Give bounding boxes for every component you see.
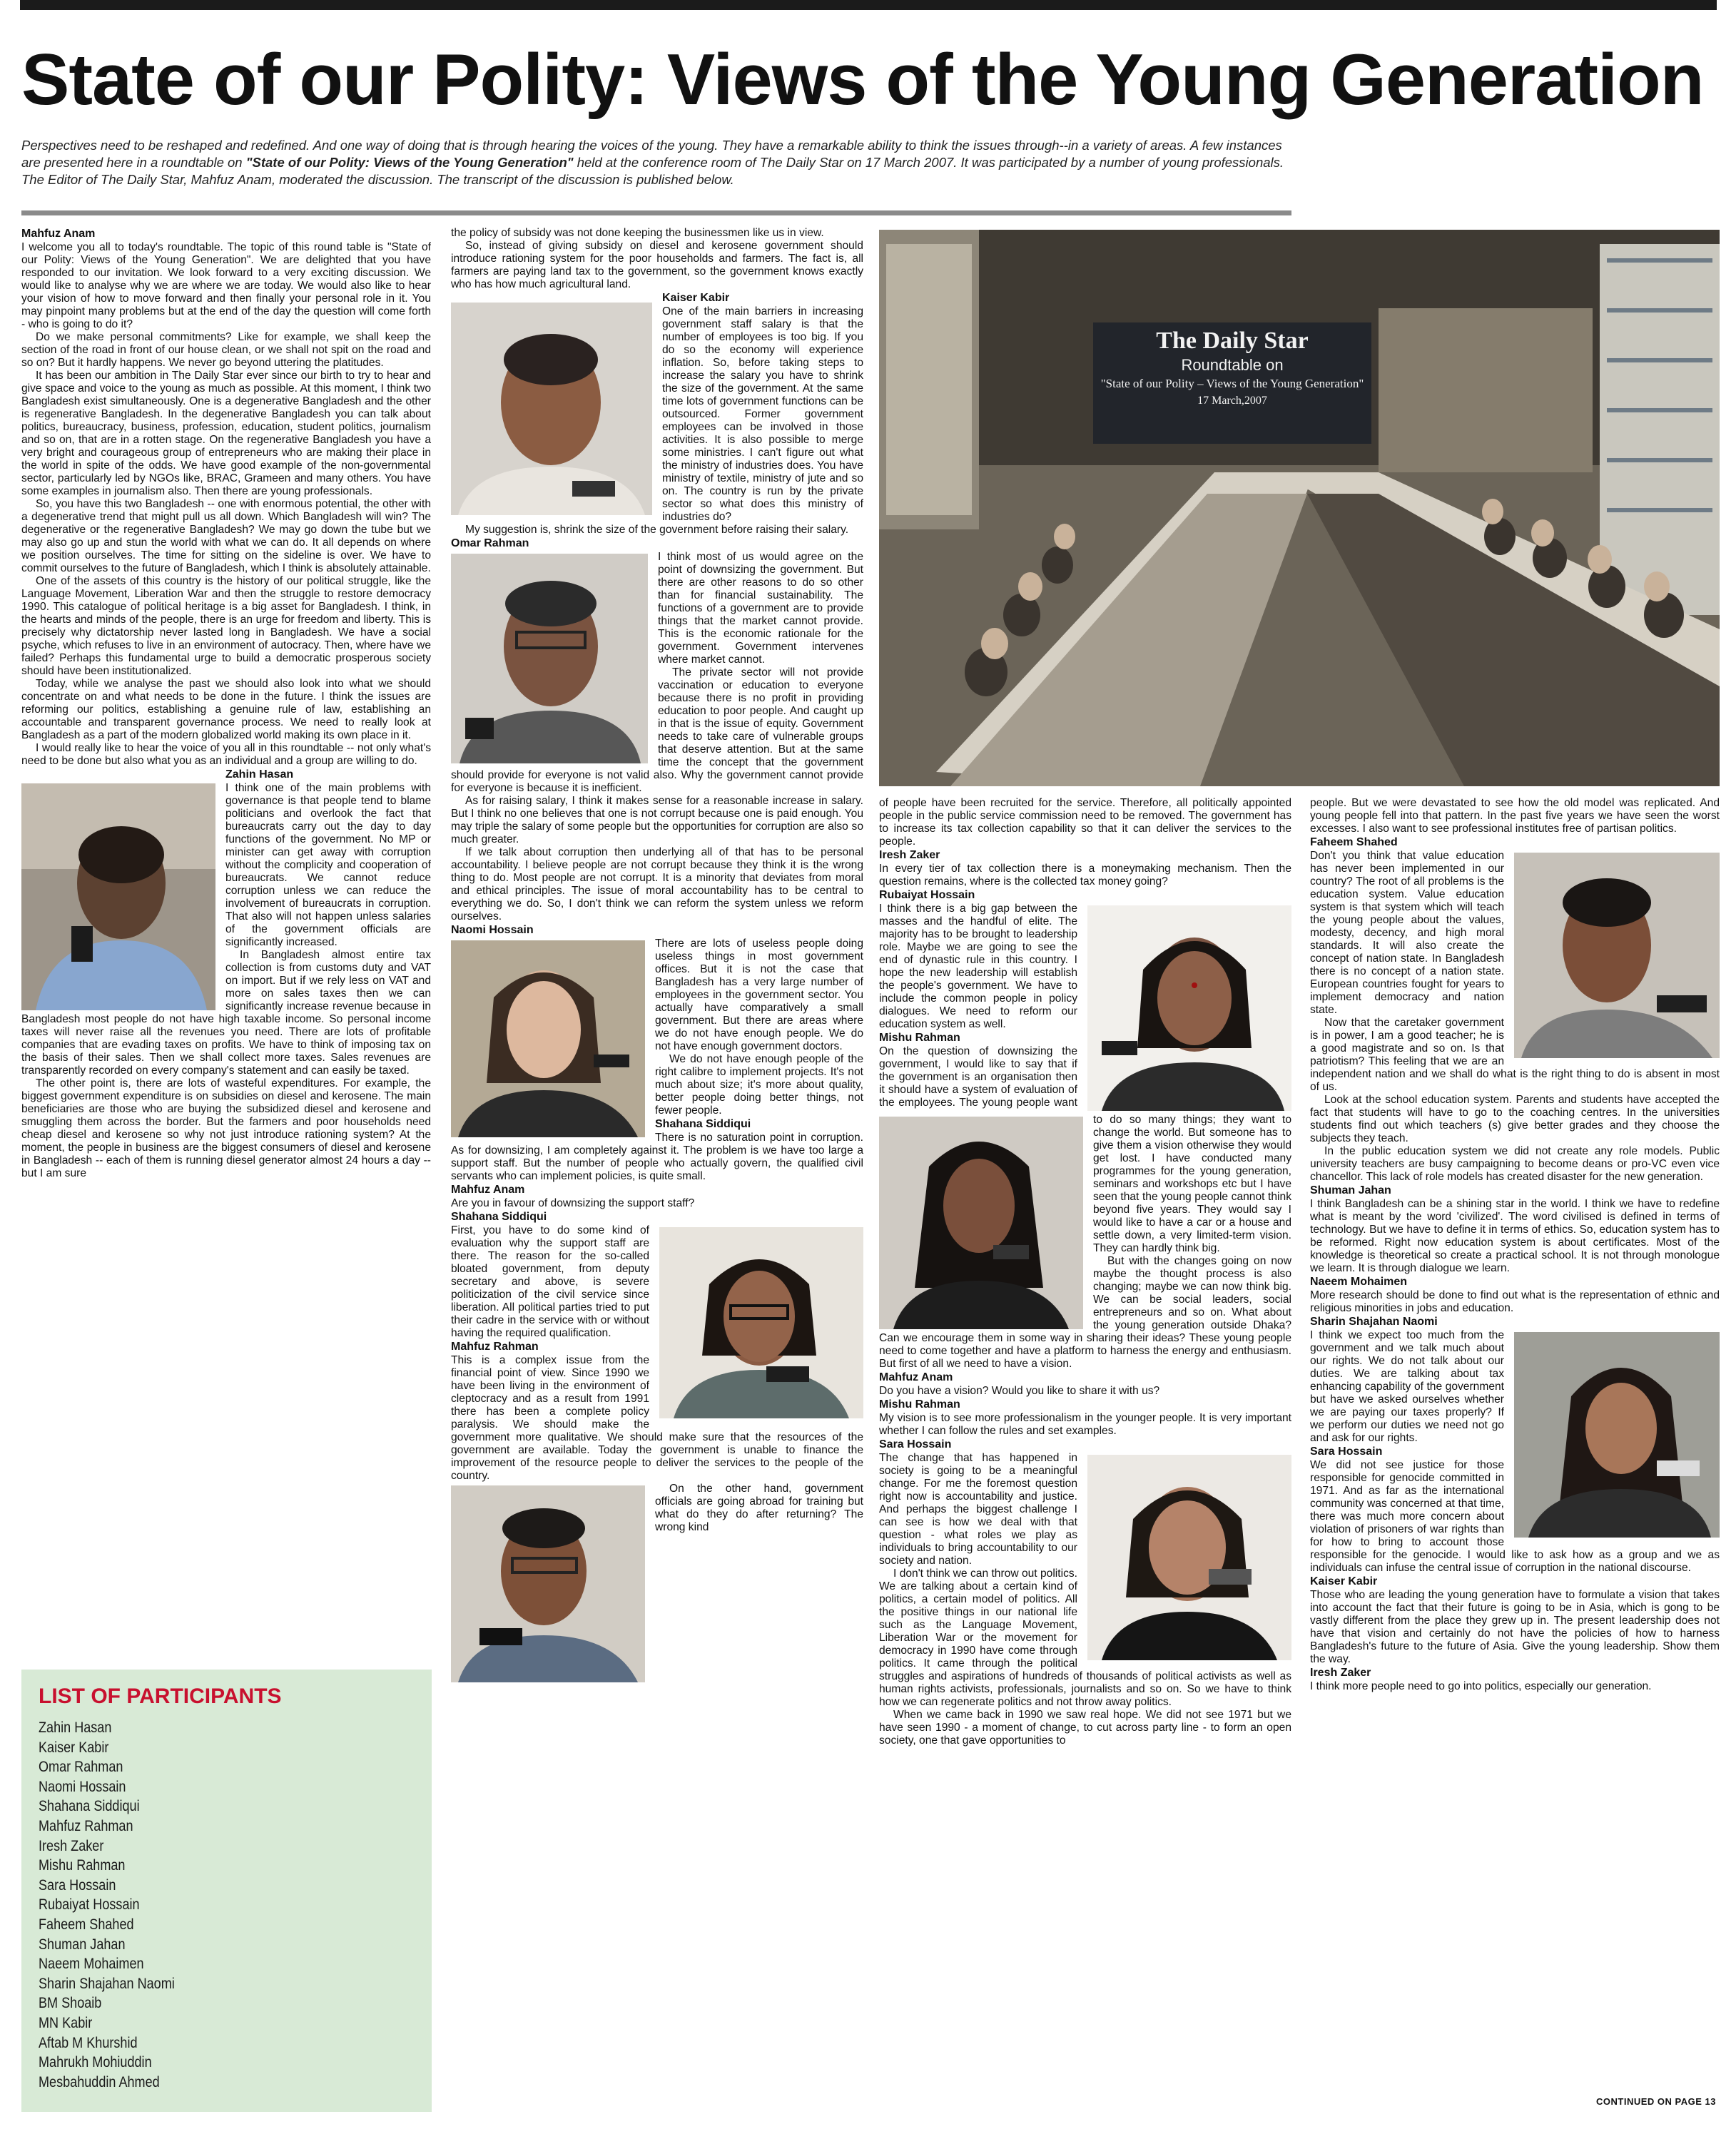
banner-date: 17 March,2007 bbox=[1197, 395, 1267, 407]
paragraph: The private sector will not provide vaccination or education to everyone because there is no profit in providing education to poor people. And caught up in that is the issue of equity. Government needs to take care of vulnerable groups that deserve attention. But at the same time the concept that the government should provide for everyone is not valid also. Why the government cannot provide for everyone is because it is inefficient. bbox=[451, 666, 863, 794]
paragraph: So, you have this two Bangladesh -- one with enormous potential, the other with a degenerative trend that might pull us all down. Which Bangladesh will win? The degenerative or the regenerative Bangladesh? We may go down the tube but we may also go up and stun the world with what we can do. It all depends on where we position ourselves. The time for sitting on the sideline is over. We have to commit ourselves to the future of Bangladesh, which I think is absolutely attainable. bbox=[21, 498, 431, 574]
participant-name: Omar Rahman bbox=[39, 1759, 123, 1776]
speaker-name: Mishu Rahman bbox=[879, 1032, 960, 1044]
portrait-photo bbox=[1087, 1455, 1291, 1660]
paragraph: In every tier of tax collection there is a moneymaking mechanism. Then the question remains, where is the collected tax money going? bbox=[879, 863, 1291, 888]
paragraph: In Bangladesh almost entire tax collection is from customs duty and VAT on import. But if we rely less on VAT and more on sales taxes then we can significantly increase revenue because in Bangladesh most people do not have high taxable income. So personal income taxes will never raise all the revenues you need. There are lots of profitable companies that are evading taxes on profits. We have to think of imposing tax on the basis of their sales. Then we shall collect more taxes. Sales revenues are transparently recorded on every company's statement and can easily be taxed. bbox=[21, 949, 431, 1077]
banner-line-1: Roundtable on bbox=[1181, 356, 1284, 374]
banner-masthead: The Daily Star bbox=[1156, 327, 1309, 354]
speaker-name: Iresh Zaker bbox=[1310, 1667, 1371, 1679]
participant-name: Rubaiyat Hossain bbox=[39, 1896, 140, 1914]
paragraph: Do you have a vision? Would you like to share it with us? bbox=[879, 1385, 1160, 1397]
participant-name: Mahfuz Rahman bbox=[39, 1817, 133, 1834]
participant-name: Shuman Jahan bbox=[39, 1936, 126, 1953]
top-rule bbox=[20, 0, 1717, 10]
speaker-name: Kaiser Kabir bbox=[1310, 1575, 1378, 1587]
paragraph: There is no saturation point in corruption. As for downsizing, I am completely against it. The problem is we have too large a support staff. But the number of people who actually govern, the qualified civil servants who can implement policies, is quite small. bbox=[451, 1132, 863, 1182]
speaker-name: Sara Hossain bbox=[879, 1438, 952, 1450]
intro-text-1: Perspectives need to be reshaped and redefined. And one way of doing that is through hearing the voices of the young. They have a remarkable ability to think the issues through--in a variety of areas. A few instances are presented here in a roundtable on bbox=[21, 138, 1282, 170]
speaker-name: Naeem Mohaimen bbox=[1310, 1276, 1408, 1288]
paragraph: The other point is, there are lots of wasteful expenditures. For example, the biggest government expenditure is on subsidies on diesel and kerosene. The main beneficiaries are those who are buying the subsidized diesel and kerosene and smuggling them across the border. But the farmers and poor households need cheap diesel and kerosene so why not just introduce rationing system? At the moment, the people in business are the biggest consumers of diesel and kerosene in Bangladesh -- each of them is running diesel generator almost 24 hours a day -- but I am sure bbox=[21, 1077, 431, 1179]
paragraph: I think there is a big gap between the masses and the handful of elite. The majority has to be brought to leadership role. Maybe we are going to see the end of dynastic rule in this country. I hope the new leadership will establish the people's government. We have to include the common people in policy dialogues. We need to reform our education system as well. bbox=[879, 903, 1077, 1030]
paragraph: So, instead of giving subsidy on diesel and kerosene government should introduce rationing system for the poor households and farmers. The fact is, all farmers are paying land tax to the government, so the government knows exactly who has how much agricultural land. bbox=[451, 240, 863, 290]
speaker-name: Mahfuz Anam bbox=[879, 1371, 953, 1383]
speaker-name: Shahana Siddiqui bbox=[451, 1211, 547, 1223]
portrait-photo bbox=[451, 303, 652, 515]
speaker-name: Shahana Siddiqui bbox=[655, 1118, 751, 1130]
portrait-photo bbox=[879, 1117, 1083, 1329]
paragraph: I think Bangladesh can be a shining star in the world. I think we have to redefine what is meant by the word 'civilized'. The word civilised is defined in terms of technology. But we have to define it in terms of ethics. So, education system has to be reformed. Right now education system is about certificates. Most of the knowledge is theoretical so create a practical school. It is not through monologue we learn. It is through dialogue we learn. bbox=[1310, 1198, 1720, 1274]
intro-paragraph bbox=[21, 137, 1291, 188]
speaker-name: Zahin Hasan bbox=[225, 768, 294, 781]
paragraph: There are lots of useless people doing useless things in most government offices. But it is not the case that Bangladesh has a very large number of employees in the government sector. You actually have comparatively a small government. But there are areas where we do not have enough people. We do not have enough government doctors. bbox=[655, 938, 863, 1052]
column-4 bbox=[1310, 797, 1720, 1693]
paragraph: We do not have enough people of the right calibre to implement projects. It's not much about size; it's more about quality, better people doing better things, not fewer people. bbox=[655, 1053, 863, 1117]
participant-name: Aftab M Khurshid bbox=[39, 2034, 138, 2051]
paragraph: On the other hand, government officials are going abroad for training but what do they do after returning? The wrong kind bbox=[655, 1483, 863, 1533]
paragraph: Today, while we analyse the past we should also look into what we should concentrate on and what needs to be done in the future. I think the issues are reforming our politics, establishing a genuine rule of law, establishing an accountable and transparent governance process. We need to really look at Bangladesh as a part of the modern globalized world making its own place in it. bbox=[21, 678, 431, 741]
roundtable-photo bbox=[879, 230, 1720, 786]
paragraph: If we talk about corruption then underlying all of that has to be personal accountability. I believe people are not corrupt because they think it is the wrong thing to do. Most people are not corrupt. It is a minority that deviates from moral and ethical principles. The issue of moral accountability has to be central to everything we do. So, I don't think we can reform the system unless we reform ourselves. bbox=[451, 846, 863, 923]
paragraph: Don't you think that value education has never been implemented in our country? The root of all problems is the education system. Value education system is that system which will teach the young people about the values, modesty, decency, and high moral standards. It will also create the concept of nation state. In Bangladesh there is no concept of a nation state. European countries fought for years to implement democracy and nation state. bbox=[1310, 850, 1504, 1016]
intro-text-2: held at the conference room of The Daily Star on 17 March 2007. It was participated by a number of young professionals. The Editor of The Daily Star, Mahfuz Anam, moderated the discussion. The transcript of the discussion is published below. bbox=[21, 155, 1284, 187]
speaker-name: Mahfuz Anam bbox=[451, 1184, 525, 1196]
paragraph: Look at the school education system. Parents and students have accepted the fact that students will have to go to the coaching centres. In the universities students find out which teachers (s) give better grades and they choose the subjects they teach. bbox=[1310, 1094, 1720, 1144]
portrait-photo bbox=[1514, 853, 1720, 1058]
speaker-name: Mahfuz Rahman bbox=[451, 1341, 539, 1353]
paragraph: I think most of us would agree on the point of downsizing the government. But there are other reasons to do so other than for financial sustainability. The functions of a government are to provide things that the market cannot provide. This is the economic rationale for the government. Government intervenes where market cannot. bbox=[658, 551, 863, 666]
paragraph: This is a complex issue from the financial point of view. Since 1990 we have been living in the environment of cleptocracy and as a result from 1991 there has been a complete policy paralysis. We should make the government more qualitative. We should make sure that the resources of the government are available. Today the government is unable to finance the improvement of the resource people to deliver the services to the people of the country. bbox=[451, 1354, 863, 1482]
participant-name: Iresh Zaker bbox=[39, 1837, 104, 1854]
paragraph: As for raising salary, I think it makes sense for a reasonable increase in salary. But I think no one believes that one is not corrupt because one is paid enough. You may triple the salary of some people but the opportunities for corruption are also so much greater. bbox=[451, 795, 863, 845]
participants-list bbox=[39, 1718, 415, 2092]
speaker-name: Kaiser Kabir bbox=[662, 292, 730, 304]
participant-name: Mahrukh Mohiuddin bbox=[39, 2054, 152, 2071]
paragraph: people. But we were devastated to see how the old model was replicated. And young people fell into that pattern. In the past five years we have seen the worst excesses. I also want to see professional institutes free of partisan politics. bbox=[1310, 797, 1720, 835]
speaker-name: Shuman Jahan bbox=[1310, 1184, 1391, 1196]
participant-name: Naeem Mohaimen bbox=[39, 1956, 144, 1973]
paragraph: the policy of subsidy was not done keeping the businessmen like us in view. bbox=[451, 227, 824, 239]
speaker-name: Faheem Shahed bbox=[1310, 836, 1398, 848]
paragraph: First, you have to do some kind of evaluation why the support staff are there. The reason for the so-called bloated government, from deputy secretary and above, is severe politicization of the civil service since liberation. All political parties tried to put their cadre in the service with or without having the required qualification. bbox=[451, 1224, 649, 1339]
paragraph: When we came back in 1990 we saw real hope. We did not see 1971 but we have seen 1990 - a moment of change, to cut across party line - to form an open society, one that gave opportunities to bbox=[879, 1709, 1291, 1747]
speaker-name: Iresh Zaker bbox=[879, 849, 940, 861]
column-1 bbox=[21, 227, 431, 1180]
paragraph: My vision is to see more professionalism in the younger people. It is very important whether I can follow the rules and set examples. bbox=[879, 1412, 1291, 1437]
paragraph: The change that has happened in society is going to be a meaningful change. For me the foremost question right now is accountability and justice. And perhaps the biggest challenge I can see is how we deal with that question - what roles we play as individuals to bring accountability to our society and nation. bbox=[879, 1452, 1077, 1567]
paragraph: I think one of the main problems with governance is that people tend to blame politicians and overlook the fact that bureaucrats carry out the day to day functions of the government. No MP or minister can get away with corruption without the complicity and cooperation of bureaucrats. We cannot reduce corruption unless we can reduce the involvement of bureaucrats in corruption. That also will not happen unless salaries of the government officials are significantly increased. bbox=[225, 782, 431, 948]
speaker-name: Naomi Hossain bbox=[451, 924, 534, 936]
portrait-photo bbox=[659, 1227, 863, 1418]
paragraph: I think more people need to go into politics, especially our generation. bbox=[1310, 1680, 1652, 1692]
portrait-photo bbox=[451, 554, 648, 763]
portrait-photo bbox=[21, 783, 215, 1010]
paragraph: I would really like to hear the voice of you all in this roundtable -- not only what's need to be done but also what you as an individual and a group are willing to do. bbox=[21, 742, 431, 767]
participant-name: Naomi Hossain bbox=[39, 1778, 126, 1795]
participant-name: Sharin Shajahan Naomi bbox=[39, 1975, 175, 1992]
paragraph: One of the assets of this country is the history of our political struggle, like the Language Movement, Liberation War and then the struggle to restore democracy 1990. This catalogue of political heritage is a big asset for Bangladesh. I think, in the hearts and minds of the people, there is an urge for freedom and liberty. This is precisely why dictatorship never lasted long in Bangladesh. We have a social psyche, which refuses to live in an environment of autocracy. Then, where have we failed? Perhaps this fundamental urge to build a democratic prosperous society should have been institutionalized. bbox=[21, 575, 431, 677]
portrait-photo bbox=[451, 1485, 645, 1682]
participants-box bbox=[21, 1670, 432, 2112]
portrait-photo bbox=[1087, 905, 1291, 1111]
speaker-name: Sara Hossain bbox=[1310, 1445, 1383, 1458]
paragraph: More research should be done to find out what is the representation of ethnic and religious minorities in jobs and education. bbox=[1310, 1289, 1720, 1314]
portrait-photo bbox=[1514, 1332, 1720, 1538]
paragraph: of people have been recruited for the service. Therefore, all politically appointed people in the public service commission need to be removed. The government has to increase its tax collection capability so that it can deliver the services to the people. bbox=[879, 797, 1291, 848]
speaker-name: Mishu Rahman bbox=[879, 1398, 960, 1411]
paragraph: On the question of downsizing the government, I would like to say that if the government is an organisation then it should have a system of evaluation of the employees. The young people want to do so many things; they want to change the world. But someone has to give them a vision otherwise they would get lost. I have conducted many programmes for the young generation, seminars and workshops etc but I have seen that the young people cannot think beyond five years. They would say I would like to have a car or a house and settle down, a very limited-term vision. They can hardly think big. bbox=[879, 1045, 1291, 1254]
paragraph: It has been our ambition in The Daily Star ever since our birth to try to hear and give space and voice to the young as much as possible. At this moment, I think two Bangladesh exist simultaneously. One is a degenerative Bangladesh and the other is regenerative Bangladesh. In the degenerative Bangladesh you can talk about politics, bureaucracy, business, profession, education, student politics, journalism and so on, that are in a rotten stage. On the regenerative Bangladesh you have a very bright and courageous group of entrepreneurs who are making their place in the world in spite of the odds. We have good example of the non-governmental sector, particularly led by NGOs like, BRAC, Grameen and many others. You have some examples in journalism also. Then there are young professionals. bbox=[21, 370, 431, 497]
paragraph: Those who are leading the young generation have to formulate a vision that takes into account the fact that their future is going to be in Asia, which is gong to be vastly different from the place they grew up in. The present leadership does not have that vision and certainly do not have the policies of how to harness Bangladesh's future to the future of Asia. Give the young leadership. Show them the way. bbox=[1310, 1589, 1720, 1665]
paragraph: But with the changes going on now maybe the thought process is also changing; maybe we can now think big. We can be social leaders, social entrepreneurs and so on. What about the young generation outside Dhaka? Can we encourage them in some way in sharing their ideas? These young people need to come together and have a platform to harness the energy and enthusiasm. But first of all we need to have a vision. bbox=[879, 1255, 1291, 1370]
paragraph: Are you in favour of downsizing the support staff? bbox=[451, 1197, 695, 1209]
speaker-name: Mahfuz Anam bbox=[21, 228, 96, 240]
paragraph: We did not see justice for those responsible for genocide committed in 1971. And as far as the international community was concerned at that time, there was much more concern about violation of prisoners of war rights than for how to bring to account those responsible for the genocide. I would like to ask how as a group and we as individuals can infuse the central issue of corruption in the national discourse. bbox=[1310, 1459, 1720, 1574]
continued-label: CONTINUED ON PAGE 13 bbox=[1596, 2096, 1716, 2107]
paragraph: My suggestion is, shrink the size of the government before raising their salary. bbox=[465, 524, 849, 536]
portrait-photo bbox=[451, 940, 645, 1137]
participant-name: Zahin Hasan bbox=[39, 1719, 112, 1736]
paragraph: I welcome you all to today's roundtable. The topic of this round table is "State of our Polity: Views of the Young Generation". We are delighted that you have responded to our invitation. We look forward to a very exciting discussion. We would like to analyse why we are where we are today. We would also like to hear your vision of how to move forward and then finally your personal role in it. You may pinpoint many problems but at the end of the day the question will come forth - who is going to do it? bbox=[21, 241, 431, 330]
banner-line-2: "State of our Polity – Views of the Young Generation" bbox=[1100, 377, 1364, 390]
roundtable-banner bbox=[1093, 322, 1371, 444]
participant-name: BM Shoaib bbox=[39, 1995, 102, 2012]
participant-name: Shahana Siddiqui bbox=[39, 1798, 140, 1815]
participant-name: Faheem Shahed bbox=[39, 1916, 134, 1933]
participant-name: MN Kabir bbox=[39, 2014, 93, 2031]
intro-rule bbox=[21, 210, 1291, 215]
paragraph: One of the main barriers in increasing government staff salary is that the number of employees is too big. If you do so the economy will experience inflation. So, before taking steps to increase the salary you have to shrink the size of the government. At the same time lots of government functions can be outsourced. Former government employees can be involved in those activities. It is also possible to merge some ministries. I can't figure out what the ministry of industries does. You have ministry of textile, ministry of jute and so on. The country is run by the private sector so what does this ministry of industries do? bbox=[662, 305, 863, 523]
paragraph: I don't think we can throw out politics. We are talking about a certain kind of politics, a certain model of politics. All the positive things in our national life such as the Language Movement, Liberation War or the movement for democracy in 1990 have come through politics. It came through the political struggles and aspirations of hundreds of thousands of political activists as well as human rights activists, professionals, journalists and so on. So we have to think how we can regenerate politics and not throw away politics. bbox=[879, 1567, 1291, 1708]
column-2 bbox=[451, 227, 863, 1685]
paragraph: Do we make personal commitments? Like for example, we shall keep the section of the road in front of our house clean, or we shall not spit on the road and so on? But it hardly happens. We never go beyond uttering the platitudes. bbox=[21, 331, 431, 369]
speaker-name: Sharin Shajahan Naomi bbox=[1310, 1316, 1438, 1328]
paragraph: In the public education system we did not create any role models. Public university teachers are busy campaigning to become deans or pro-VC even vice chancellor. This lack of role models has created disaster for the new generation. bbox=[1310, 1145, 1720, 1183]
participant-name: Sara Hossain bbox=[39, 1876, 116, 1894]
paragraph: Now that the caretaker government is in power, I am a good teacher; he is a good magistrate and so on. Is that patriotism? This feeling that we are an independent nation and we shall do what is the right thing to do is absent in most of us. bbox=[1310, 1017, 1720, 1093]
participant-name: Kaiser Kabir bbox=[39, 1739, 109, 1756]
participant-name: Mesbahuddin Ahmed bbox=[39, 2073, 160, 2090]
column-3 bbox=[879, 797, 1291, 1747]
speaker-name: Omar Rahman bbox=[451, 537, 529, 549]
page-headline: State of our Polity: Views of the Young Generation bbox=[21, 40, 1704, 120]
paragraph: I think we expect too much from the government and we talk much about our rights. We do not talk about our duties. We are talking about tax enhancing capability of the government but have we asked ourselves whether we are paying our taxes properly? If we perform our duties we need not go and ask for our rights. bbox=[1310, 1329, 1504, 1444]
intro-roundtable-title: "State of our Polity: Views of the Young Generation" bbox=[245, 155, 574, 170]
participant-name: Mishu Rahman bbox=[39, 1857, 126, 1874]
speaker-name: Rubaiyat Hossain bbox=[879, 889, 975, 901]
participants-title: LIST OF PARTICIPANTS bbox=[39, 1685, 282, 1708]
